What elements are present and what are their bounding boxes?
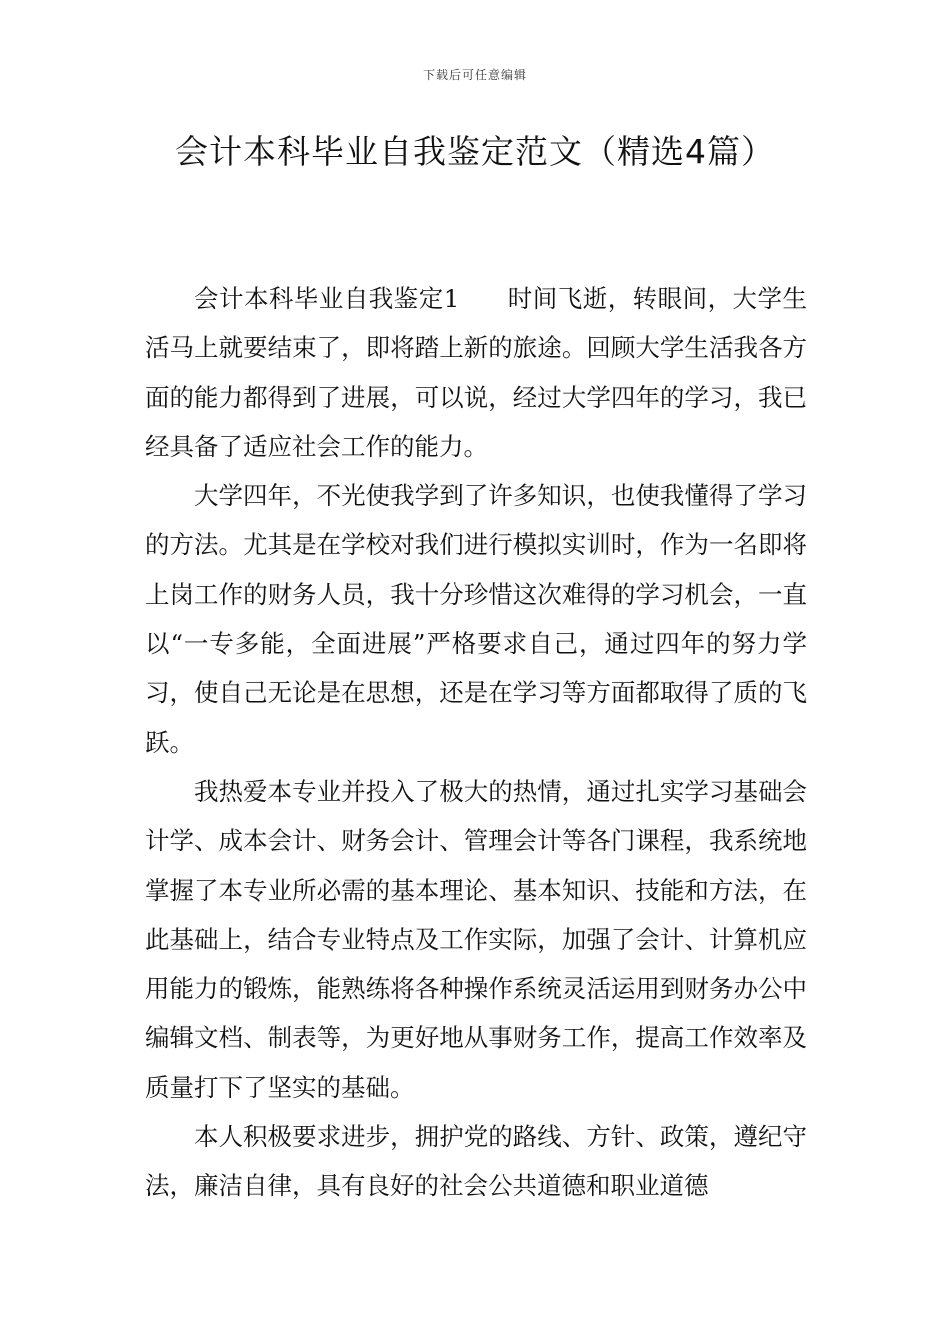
section-heading: 会计本科毕业自我鉴定1 bbox=[194, 284, 460, 313]
document-body bbox=[145, 274, 807, 1211]
paragraph-4: 本人积极要求进步，拥护党的路线、方针、政策，遵纪守法，廉洁自律，具有良好的社会公共道德和职业道德 bbox=[145, 1122, 807, 1201]
document-title: 会计本科毕业自我鉴定范文（精选4篇） bbox=[175, 132, 775, 171]
paragraph-1-text: 时间飞逝，转眼间，大学生活马上就要结束了，即将踏上新的旅途。回顾大学生活我各方面的能力都得到了进展，可以说，经过大学四年的学习，我已经具备了适应社会工作的能力。 bbox=[145, 284, 808, 461]
paragraph-1 bbox=[145, 274, 807, 471]
paragraph-2: 大学四年，不光使我学到了许多知识，也使我懂得了学习的方法。尤其是在学校对我们进行模拟实训时，作为一名即将上岗工作的财务人员，我十分珍惜这次难得的学习机会，一直以“一专多能，全面进展”严格要求自己，通过四年的努力学习，使自己无论是在思想，还是在学习等方面都取得了质的飞跃。 bbox=[145, 481, 807, 757]
paragraph-3: 我热爱本专业并投入了极大的热情，通过扎实学习基础会计学、成本会计、财务会计、管理会计等各门课程，我系统地掌握了本专业所必需的基本理论、基本知识、技能和方法，在此基础上，结合专业特点及工作实际，加强了会计、计算机应用能力的锻炼，能熟练将各种操作系统灵活运用到财务办公中编辑文档、制表等，为更好地从事财务工作，提高工作效率及质量打下了坚实的基础。 bbox=[145, 776, 807, 1102]
header-note: 下载后可任意编辑 bbox=[422, 68, 527, 82]
